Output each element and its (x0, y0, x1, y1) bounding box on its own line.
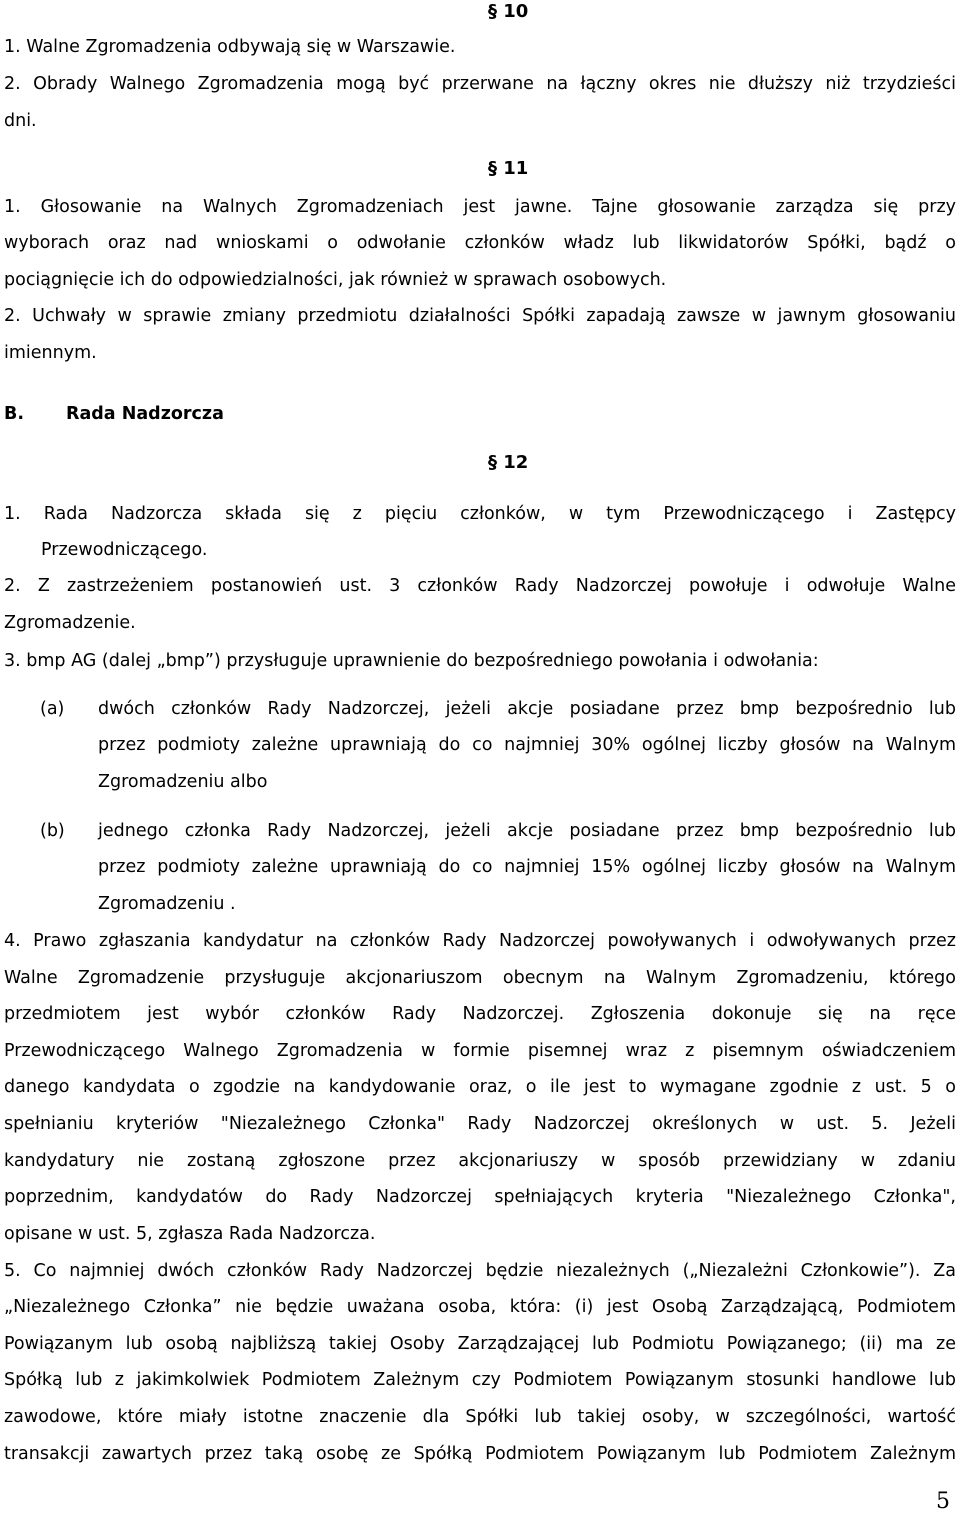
paragraph-line: przedmiotem jest wybór członków Rady Nadzorczej. Zgłoszenia dokonuje się na ręce (4, 1004, 956, 1024)
paragraph-line: wyborach oraz nad wnioskami o odwołanie członków władz lub likwidatorów Spółki, bądź o (4, 233, 956, 253)
paragraph-line: zawodowe, które miały istotne znaczenie dla Spółki lub takiej osoby, w szczególności, wartość (4, 1407, 956, 1427)
paragraph-line: kandydatury nie zostaną zgłoszone przez akcjonariuszy w sposób przewidziany w zdaniu (4, 1151, 956, 1171)
page-number: 5 (936, 1489, 950, 1514)
paragraph-line: 1. Głosowanie na Walnych Zgromadzeniach jest jawne. Tajne głosowanie zarządza się przy (4, 197, 956, 217)
paragraph-line: „Niezależnego Członka” nie będzie uważana osoba, która: (i) jest Osobą Zarządzającą, Podmiotem (4, 1297, 956, 1317)
paragraph-line: 2. Uchwały w sprawie zmiany przedmiotu działalności Spółki zapadają zawsze w jawnym głosowaniu (4, 306, 956, 326)
section-heading-10: § 10 (488, 1, 529, 22)
paragraph-line: Zgromadzenie. (4, 613, 136, 633)
paragraph-line: 4. Prawo zgłaszania kandydatur na członków Rady Nadzorczej powoływanych i odwoływanych przez (4, 931, 956, 951)
list-item-line: dwóch członków Rady Nadzorczej, jeżeli akcje posiadane przez bmp bezpośrednio lub (98, 699, 956, 719)
paragraph-line: Przewodniczącego. (41, 540, 208, 560)
section-heading-11: § 11 (488, 158, 529, 179)
paragraph-line: danego kandydata o zgodzie na kandydowanie oraz, o ile jest to wymagane zgodnie z ust. 5 o (4, 1077, 956, 1097)
paragraph-line: transakcji zawartych przez taką osobę ze Spółką Podmiotem Powiązanym lub Podmiotem Zależnym (4, 1444, 956, 1464)
list-item-line: Zgromadzeniu . (98, 894, 236, 914)
paragraph-line: Przewodniczącego Walnego Zgromadzenia w formie pisemnej wraz z pisemnym oświadczeniem (4, 1041, 956, 1061)
paragraph-line: pociągnięcie ich do odpowiedzialności, jak również w sprawach osobowych. (4, 270, 667, 290)
list-item-line: przez podmioty zależne uprawniają do co najmniej 15% ogólnej liczby głosów na Walnym (98, 857, 956, 877)
list-marker-b: (b) (40, 821, 65, 841)
part-letter: B. (4, 404, 24, 424)
paragraph-line: imiennym. (4, 343, 97, 363)
paragraph-line: 1. Walne Zgromadzenia odbywają się w Warszawie. (4, 37, 456, 57)
section-heading-12: § 12 (488, 452, 529, 473)
paragraph-line: 2. Z zastrzeżeniem postanowień ust. 3 członków Rady Nadzorczej powołuje i odwołuje Walne (4, 576, 956, 596)
paragraph-line: poprzednim, kandydatów do Rady Nadzorczej spełniających kryteria "Niezależnego Członka", (4, 1187, 956, 1207)
paragraph-line: 5. Co najmniej dwóch członków Rady Nadzorczej będzie niezależnych („Niezależni Członkowie”). Za (4, 1261, 956, 1281)
paragraph-line: 1. Rada Nadzorcza składa się z pięciu członków, w tym Przewodniczącego i Zastępcy (4, 504, 956, 524)
paragraph-line: 2. Obrady Walnego Zgromadzenia mogą być przerwane na łączny okres nie dłuższy niż trzydzieści (4, 74, 956, 94)
paragraph-line: spełnianiu kryteriów "Niezależnego Członka" Rady Nadzorczej określonych w ust. 5. Jeżeli (4, 1114, 956, 1134)
list-item-line: Zgromadzeniu albo (98, 772, 268, 792)
list-item-line: jednego członka Rady Nadzorczej, jeżeli akcje posiadane przez bmp bezpośrednio lub (98, 821, 956, 841)
paragraph-line: Walne Zgromadzenie przysługuje akcjonariuszom obecnym na Walnym Zgromadzeniu, którego (4, 968, 956, 988)
part-title: Rada Nadzorcza (66, 404, 224, 424)
paragraph-line: 3. bmp AG (dalej „bmp”) przysługuje uprawnienie do bezpośredniego powołania i odwołania: (4, 651, 819, 671)
paragraph-line: dni. (4, 111, 37, 131)
paragraph-line: Spółką lub z jakimkolwiek Podmiotem Zależnym czy Podmiotem Powiązanym stosunki handlowe lub (4, 1370, 956, 1390)
list-marker-a: (a) (40, 699, 65, 719)
list-item-line: przez podmioty zależne uprawniają do co najmniej 30% ogólnej liczby głosów na Walnym (98, 735, 956, 755)
paragraph-line: Powiązanym lub osobą najbliższą takiej Osoby Zarządzającej lub Podmiotu Powiązanego; (ii) ma ze (4, 1334, 956, 1354)
paragraph-line: opisane w ust. 5, zgłasza Rada Nadzorcza. (4, 1224, 376, 1244)
